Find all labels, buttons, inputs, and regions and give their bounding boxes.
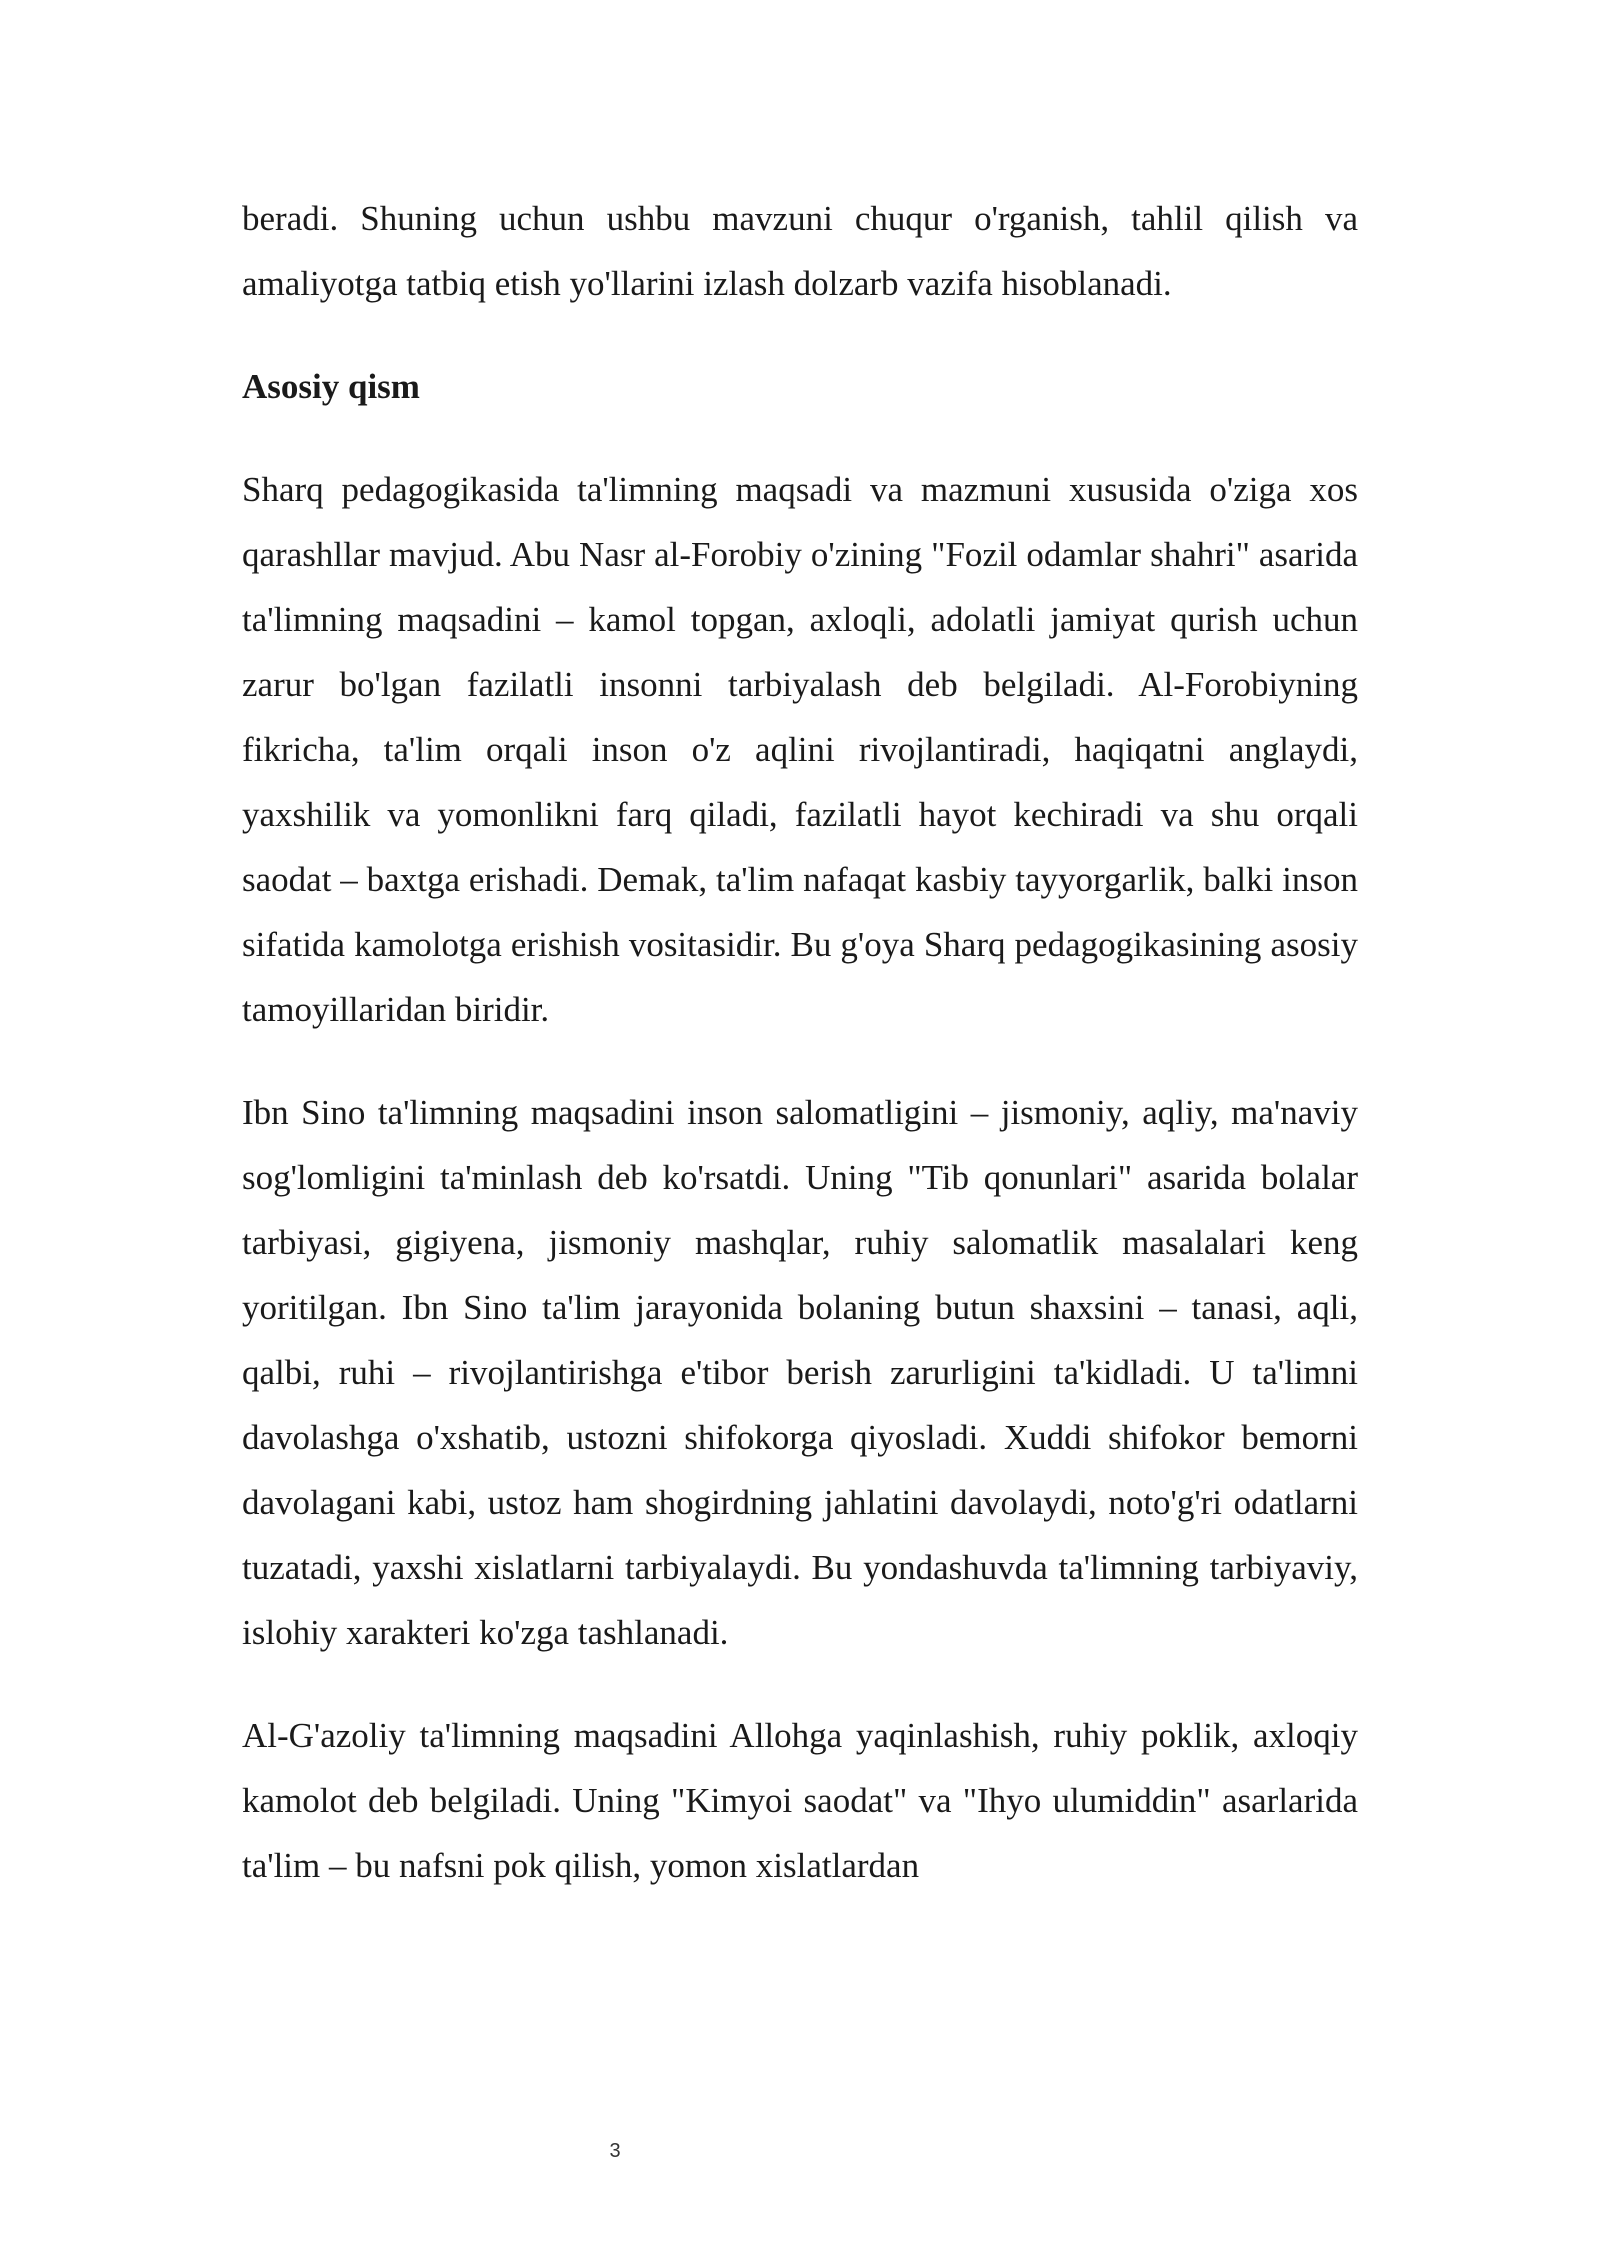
paragraph-farabi: Sharq pedagogikasida ta'limning maqsadi va mazmuni xususida o'ziga xos qarashllar mavjud. Abu Nasr al-Forobiy o'zining "Fozil odamlar shahri" asarida ta'limning maqsadini – kamol topgan, axloqli, adolatli jamiyat qurish uchun zarur bo'lgan fazilatli insonni tarbiyalash deb belgiladi. Al-Forobiyning fikricha, ta'lim orqali inson o'z aqlini rivojlantiradi, haqiqatni anglaydi, yaxshilik va yomonlikni farq qiladi, fazilatli hayot kechiradi va shu orqali saodat – baxtga erishadi. Demak, ta'lim nafaqat kasbiy tayyorgarlik, balki inson sifatida kamolotga erishish vositasidir. Bu g'oya Sharq pedagogikasining asosiy tamoyillaridan biridir. — [242, 470, 1358, 1029]
paragraph-ghazali: Al-G'azoliy ta'limning maqsadini Allohga yaqinlashish, ruhiy poklik, axloqiy kamolot deb belgiladi. Uning "Kimyoi saodat" va "Ihyo ulumiddin" asarlarida ta'lim – bu nafsni pok qilish, yomon xislatlardan — [242, 1716, 1358, 1885]
page-content — [242, 186, 1358, 1936]
page-number: 3 — [609, 2140, 621, 2162]
section-heading: Asosiy qism — [242, 367, 420, 406]
paragraph-ibn-sino: Ibn Sino ta'limning maqsadini inson salomatligini – jismoniy, aqliy, ma'naviy sog'lomligini ta'minlash deb ko'rsatdi. Uning "Tib qonunlari" asarida bolalar tarbiyasi, gigiyena, jismoniy mashqlar, ruhiy salomatlik masalalari keng yoritilgan. Ibn Sino ta'lim jarayonida bolaning butun shaxsini – tanasi, aqli, qalbi, ruhi – rivojlantirishga e'tibor berish zarurligini ta'kidladi. U ta'limni davolashga o'xshatib, ustozni shifokorga qiyosladi. Xuddi shifokor bemorni davolagani kabi, ustoz ham shogirdning jahlatini davolaydi, noto'g'ri odatlarni tuzatadi, yaxshi xislatlarni tarbiyalaydi. Bu yondashuvda ta'limning tarbiyaviy, islohiy xarakteri ko'zga tashlanadi. — [242, 1093, 1358, 1652]
intro-paragraph: beradi. Shuning uchun ushbu mavzuni chuqur o'rganish, tahlil qilish va amaliyotga tatbiq etish yo'llarini izlash dolzarb vazifa hisoblanadi. — [242, 199, 1358, 303]
